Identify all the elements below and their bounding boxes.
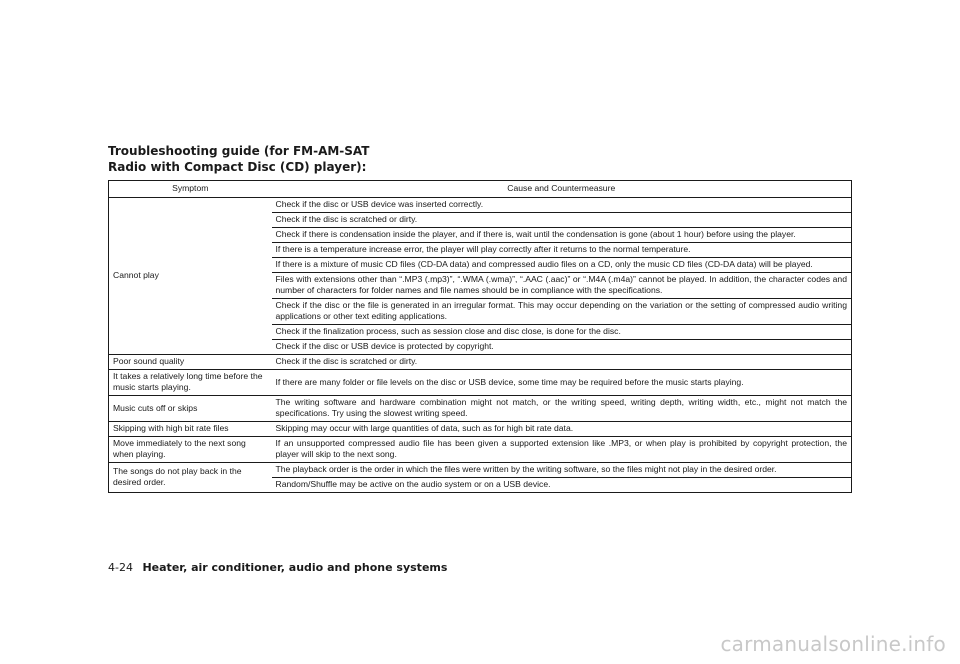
cause-cell: The playback order is the order in which the files were written by the writing software, so the files might not play in the desired order. [272,463,852,478]
cause-cell: Random/Shuffle may be active on the audio system or on a USB device. [272,478,852,493]
table-row [109,437,852,463]
title-line-1: Troubleshooting guide (for FM-AM-SAT [108,144,370,158]
symptom-cell: Music cuts off or skips [109,396,272,422]
page-title [108,143,528,175]
cause-cell: If there is a mixture of music CD files (CD-DA data) and compressed audio files on a CD, only the music CD files (CD-DA data) will be played. [272,258,852,273]
table-row [109,396,852,422]
cause-cell: Check if the disc or USB device is protected by copyright. [272,340,852,355]
table-row [109,198,852,213]
cause-cell: If there is a temperature increase error, the player will play correctly after it returns to the normal temperature. [272,243,852,258]
cause-cell: Check if the disc is scratched or dirty. [272,213,852,228]
table-row [109,370,852,396]
symptom-cell: Cannot play [109,198,272,355]
cause-cell: If there are many folder or file levels on the disc or USB device, some time may be required before the music starts playing. [272,370,852,396]
page-footer [108,561,447,575]
symptom-cell: It takes a relatively long time before the music starts playing. [109,370,272,396]
table-header-row [109,181,852,198]
table-row [109,355,852,370]
header-cause: Cause and Countermeasure [272,181,852,198]
title-line-2: Radio with Compact Disc (CD) player): [108,160,367,174]
cause-cell: Check if there is condensation inside the player, and if there is, wait until the condensation is gone (about 1 hour) before using the player. [272,228,852,243]
cause-cell: Check if the finalization process, such as session close and disc close, is done for the disc. [272,325,852,340]
page-number: 4-24 [108,561,133,574]
symptom-cell: Move immediately to the next song when playing. [109,437,272,463]
symptom-cell: The songs do not play back in the desired order. [109,463,272,493]
cause-cell: The writing software and hardware combination might not match, or the writing speed, writing depth, writing width, etc., might not match the specifications. Try using the slowest writing speed. [272,396,852,422]
troubleshooting-table [108,180,852,493]
cause-cell: Check if the disc or the file is generated in an irregular format. This may occur depending on the variation or the setting of compressed audio writing applications or other text editing applications. [272,299,852,325]
table-body [109,198,852,493]
header-symptom: Symptom [109,181,272,198]
cause-cell: Check if the disc or USB device was inserted correctly. [272,198,852,213]
cause-cell: Files with extensions other than “.MP3 (.mp3)”, “.WMA (.wma)”, “.AAC (.aac)” or “.M4A (.m4a)” cannot be played. In addition, the character codes and number of characters for folder names and file names should be in compliance with the specifications. [272,273,852,299]
section-title: Heater, air conditioner, audio and phone systems [142,561,448,574]
cause-cell: If an unsupported compressed audio file has been given a supported extension like .MP3, or when play is prohibited by copyright protection, the player will skip to the next song. [272,437,852,463]
symptom-cell: Skipping with high bit rate files [109,422,272,437]
watermark: carmanualsonline.info [720,632,946,656]
cause-cell: Skipping may occur with large quantities of data, such as for high bit rate data. [272,422,852,437]
table-row [109,463,852,478]
table-row [109,422,852,437]
symptom-cell: Poor sound quality [109,355,272,370]
cause-cell: Check if the disc is scratched or dirty. [272,355,852,370]
